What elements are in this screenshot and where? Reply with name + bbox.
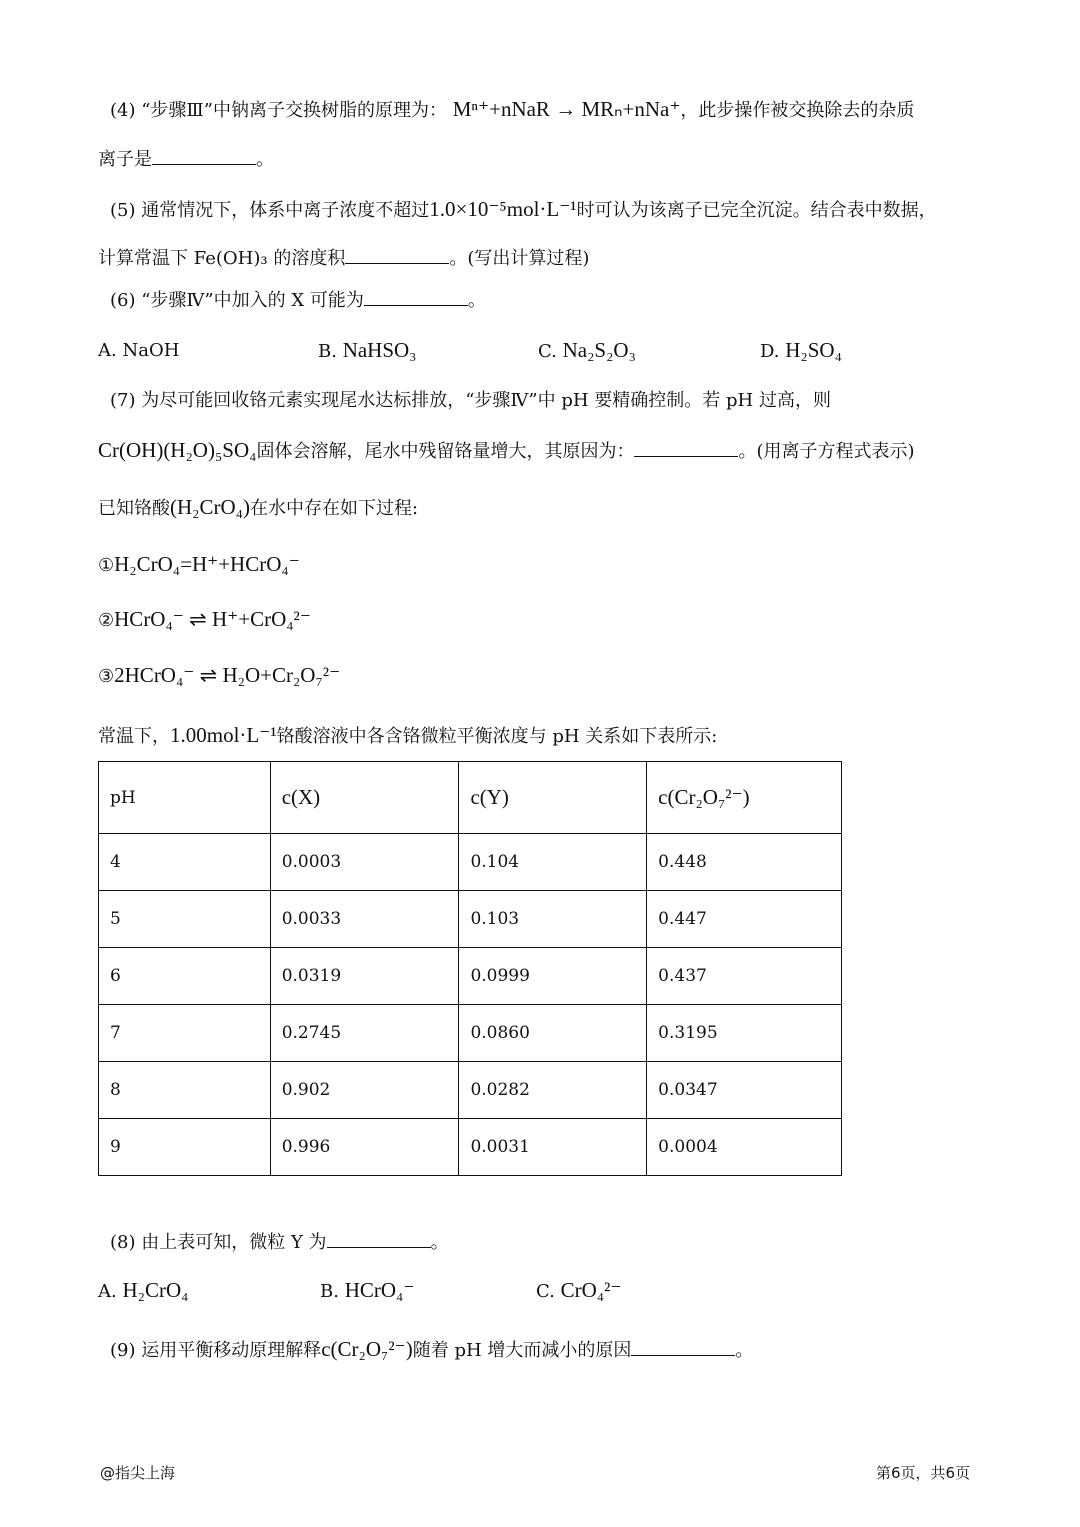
q7-line1: [110, 386, 831, 416]
q9-text-a: 运用平衡移动原理解释: [141, 1340, 322, 1361]
q4-equation: Mⁿ⁺+nNaR → MRₙ+nNa⁺: [452, 97, 681, 121]
q6-text: “步骤Ⅳ”中加入的 X 可能为: [141, 290, 364, 311]
q8-option-a[interactable]: [98, 1278, 188, 1303]
table-row: [99, 891, 842, 948]
q7-line2-end: 。(用离子方程式表示): [738, 441, 915, 462]
concentration-table: [98, 761, 842, 1176]
table-cell: 0.437: [647, 948, 842, 1005]
footer-page-number: 第6页，共6页: [876, 1464, 971, 1482]
table-header-row: [99, 762, 842, 834]
table-cell: 0.0004: [647, 1119, 842, 1176]
q8-option-b-letter: B.: [320, 1281, 339, 1302]
q7-answer-blank[interactable]: [634, 438, 738, 457]
q9-end: 。: [735, 1340, 754, 1361]
table-cell: 0.0033: [270, 891, 459, 948]
q8-label: (8): [110, 1232, 136, 1253]
q6-option-b[interactable]: [318, 338, 417, 363]
q7-process-2-equation: HCrO₄⁻ ⇌ H⁺+CrO₄²⁻: [114, 607, 311, 631]
q8-option-a-letter: A.: [98, 1281, 117, 1302]
table-cell: 8: [99, 1062, 271, 1119]
q8-option-b-text: HCrO₄⁻: [344, 1278, 415, 1302]
q6-option-d-text: H₂SO₄: [785, 338, 842, 362]
q7-process-1-num: ①: [98, 555, 115, 576]
q7-known-b: 在水中存在如下过程:: [249, 498, 419, 519]
q8-option-c[interactable]: [536, 1278, 621, 1303]
q5-text-b: 时可认为该离子已完全沉淀。结合表中数据，: [576, 200, 937, 221]
q4-line1: [110, 94, 914, 126]
q5-concentration: 1.0×10⁻⁵mol·L⁻¹: [429, 197, 577, 221]
table-row: [99, 1119, 842, 1176]
q4-line2: [98, 145, 274, 175]
table-cell: 0.0031: [459, 1119, 647, 1176]
q7-known-formula: (H₂CrO₄): [170, 495, 250, 519]
q7-process-3-equation: 2HCrO₄⁻ ⇌ H₂O+Cr₂O₇²⁻: [114, 663, 341, 687]
q6-end: 。: [467, 290, 486, 311]
q9-label: (9): [110, 1340, 136, 1361]
q6-option-d-letter: D.: [760, 341, 780, 362]
table-cell: 6: [99, 948, 271, 1005]
q7-table-intro-b: 铬酸溶液中各含铬微粒平衡浓度与 pH 关系如下表所示:: [276, 726, 718, 747]
table-cell: 0.447: [647, 891, 842, 948]
table-header-ph: pH: [99, 762, 271, 834]
table-row: [99, 834, 842, 891]
table-header-cx: c(X): [270, 762, 459, 834]
q7-label: (7): [110, 390, 136, 411]
table-cell: 0.902: [270, 1062, 459, 1119]
q4-suffix: ，此步操作被交换除去的杂质: [680, 100, 915, 121]
q7-line2: [98, 435, 915, 467]
q5-line2-b: 。(写出计算过程): [449, 248, 590, 269]
q7-process-1: [98, 549, 300, 581]
table-cell: 0.0860: [459, 1005, 647, 1062]
table-cell: 0.2745: [270, 1005, 459, 1062]
table-row: [99, 1005, 842, 1062]
q7-process-3: [98, 660, 340, 692]
table-header-cy: c(Y): [459, 762, 647, 834]
q4-prefix: “步骤Ⅲ”中钠离子交换树脂的原理为：: [141, 100, 447, 121]
table-header-ccr2o7: c(Cr₂O₇²⁻): [647, 762, 842, 834]
table-row: [99, 1062, 842, 1119]
q7-table-intro-conc: 1.00mol·L⁻¹: [170, 723, 277, 747]
q8-option-c-letter: C.: [536, 1281, 555, 1302]
footer-source: @指尖上海: [100, 1464, 176, 1482]
q6-option-a-text: NaOH: [122, 340, 180, 361]
q5-text-a: 通常情况下，体系中离子浓度不超过: [141, 200, 430, 221]
q5-answer-blank[interactable]: [345, 245, 449, 264]
q4-label: (4): [110, 100, 136, 121]
q7-process-2: [98, 604, 311, 636]
table-cell: 0.0999: [459, 948, 647, 1005]
q6-option-c[interactable]: [538, 338, 636, 363]
table-cell: 7: [99, 1005, 271, 1062]
q7-known: [98, 492, 418, 524]
q7-table-intro-a: 常温下，: [98, 726, 170, 747]
q8-end: 。: [430, 1232, 449, 1253]
q6-option-a-letter: A.: [98, 340, 117, 361]
q9-text-b: 随着 pH 增大而减小的原因: [412, 1340, 632, 1361]
q7-line2-text: 固体会溶解，尾水中残留铬量增大，其原因为：: [256, 441, 635, 462]
q5-label: (5): [110, 200, 136, 221]
q7-known-a: 已知铬酸: [98, 498, 170, 519]
table-cell: 4: [99, 834, 271, 891]
q4-line2-end: 。: [256, 149, 274, 170]
q4-answer-blank[interactable]: [152, 146, 256, 165]
q7-table-intro: [98, 720, 717, 752]
table-cell: 0.103: [459, 891, 647, 948]
table-cell: 0.104: [459, 834, 647, 891]
table-cell: 0.3195: [647, 1005, 842, 1062]
q9-formula: c(Cr₂O₇²⁻): [321, 1337, 413, 1361]
q6-option-b-text: NaHSO₃: [342, 338, 417, 362]
table-cell: 0.0282: [459, 1062, 647, 1119]
table-cell: 0.0319: [270, 948, 459, 1005]
q9-line: [110, 1334, 753, 1366]
q6-option-c-letter: C.: [538, 341, 557, 362]
q5-line2: [98, 244, 589, 274]
q6-answer-blank[interactable]: [364, 287, 468, 306]
q8-answer-blank[interactable]: [327, 1229, 431, 1248]
q8-option-a-text: H₂CrO₄: [122, 1278, 189, 1302]
table-cell: 9: [99, 1119, 271, 1176]
q7-process-1-equation: H₂CrO₄=H⁺+HCrO₄⁻: [114, 552, 300, 576]
q8-line: [110, 1228, 449, 1258]
table-cell: 0.448: [647, 834, 842, 891]
q5-line1: [110, 194, 937, 226]
q8-option-b[interactable]: [320, 1278, 414, 1303]
table-cell: 0.0347: [647, 1062, 842, 1119]
q6-option-c-text: Na₂S₂O₃: [562, 338, 636, 362]
table-cell: 5: [99, 891, 271, 948]
q4-line2-text: 离子是: [98, 149, 152, 170]
q5-line2-a: 计算常温下 Fe(OH)₃ 的溶度积: [98, 248, 346, 269]
q6-option-b-letter: B.: [318, 341, 337, 362]
q7-text: 为尽可能回收铬元素实现尾水达标排放，“步骤Ⅳ”中 pH 要精确控制。若 pH 过高，则: [141, 390, 831, 411]
q7-formula: Cr(OH)(H₂O)₅SO₄: [98, 438, 257, 462]
q7-process-2-num: ②: [98, 610, 115, 631]
q8-text: 由上表可知，微粒 Y 为: [141, 1232, 327, 1253]
q8-option-c-text: CrO₄²⁻: [560, 1278, 622, 1302]
q6-line: [110, 286, 486, 316]
q9-answer-blank[interactable]: [631, 1337, 735, 1356]
q6-option-d[interactable]: [760, 338, 842, 363]
q6-label: (6): [110, 290, 136, 311]
table-cell: 0.996: [270, 1119, 459, 1176]
q7-process-3-num: ③: [98, 666, 115, 687]
table-cell: 0.0003: [270, 834, 459, 891]
table-row: [99, 948, 842, 1005]
q6-option-a[interactable]: [98, 340, 179, 361]
